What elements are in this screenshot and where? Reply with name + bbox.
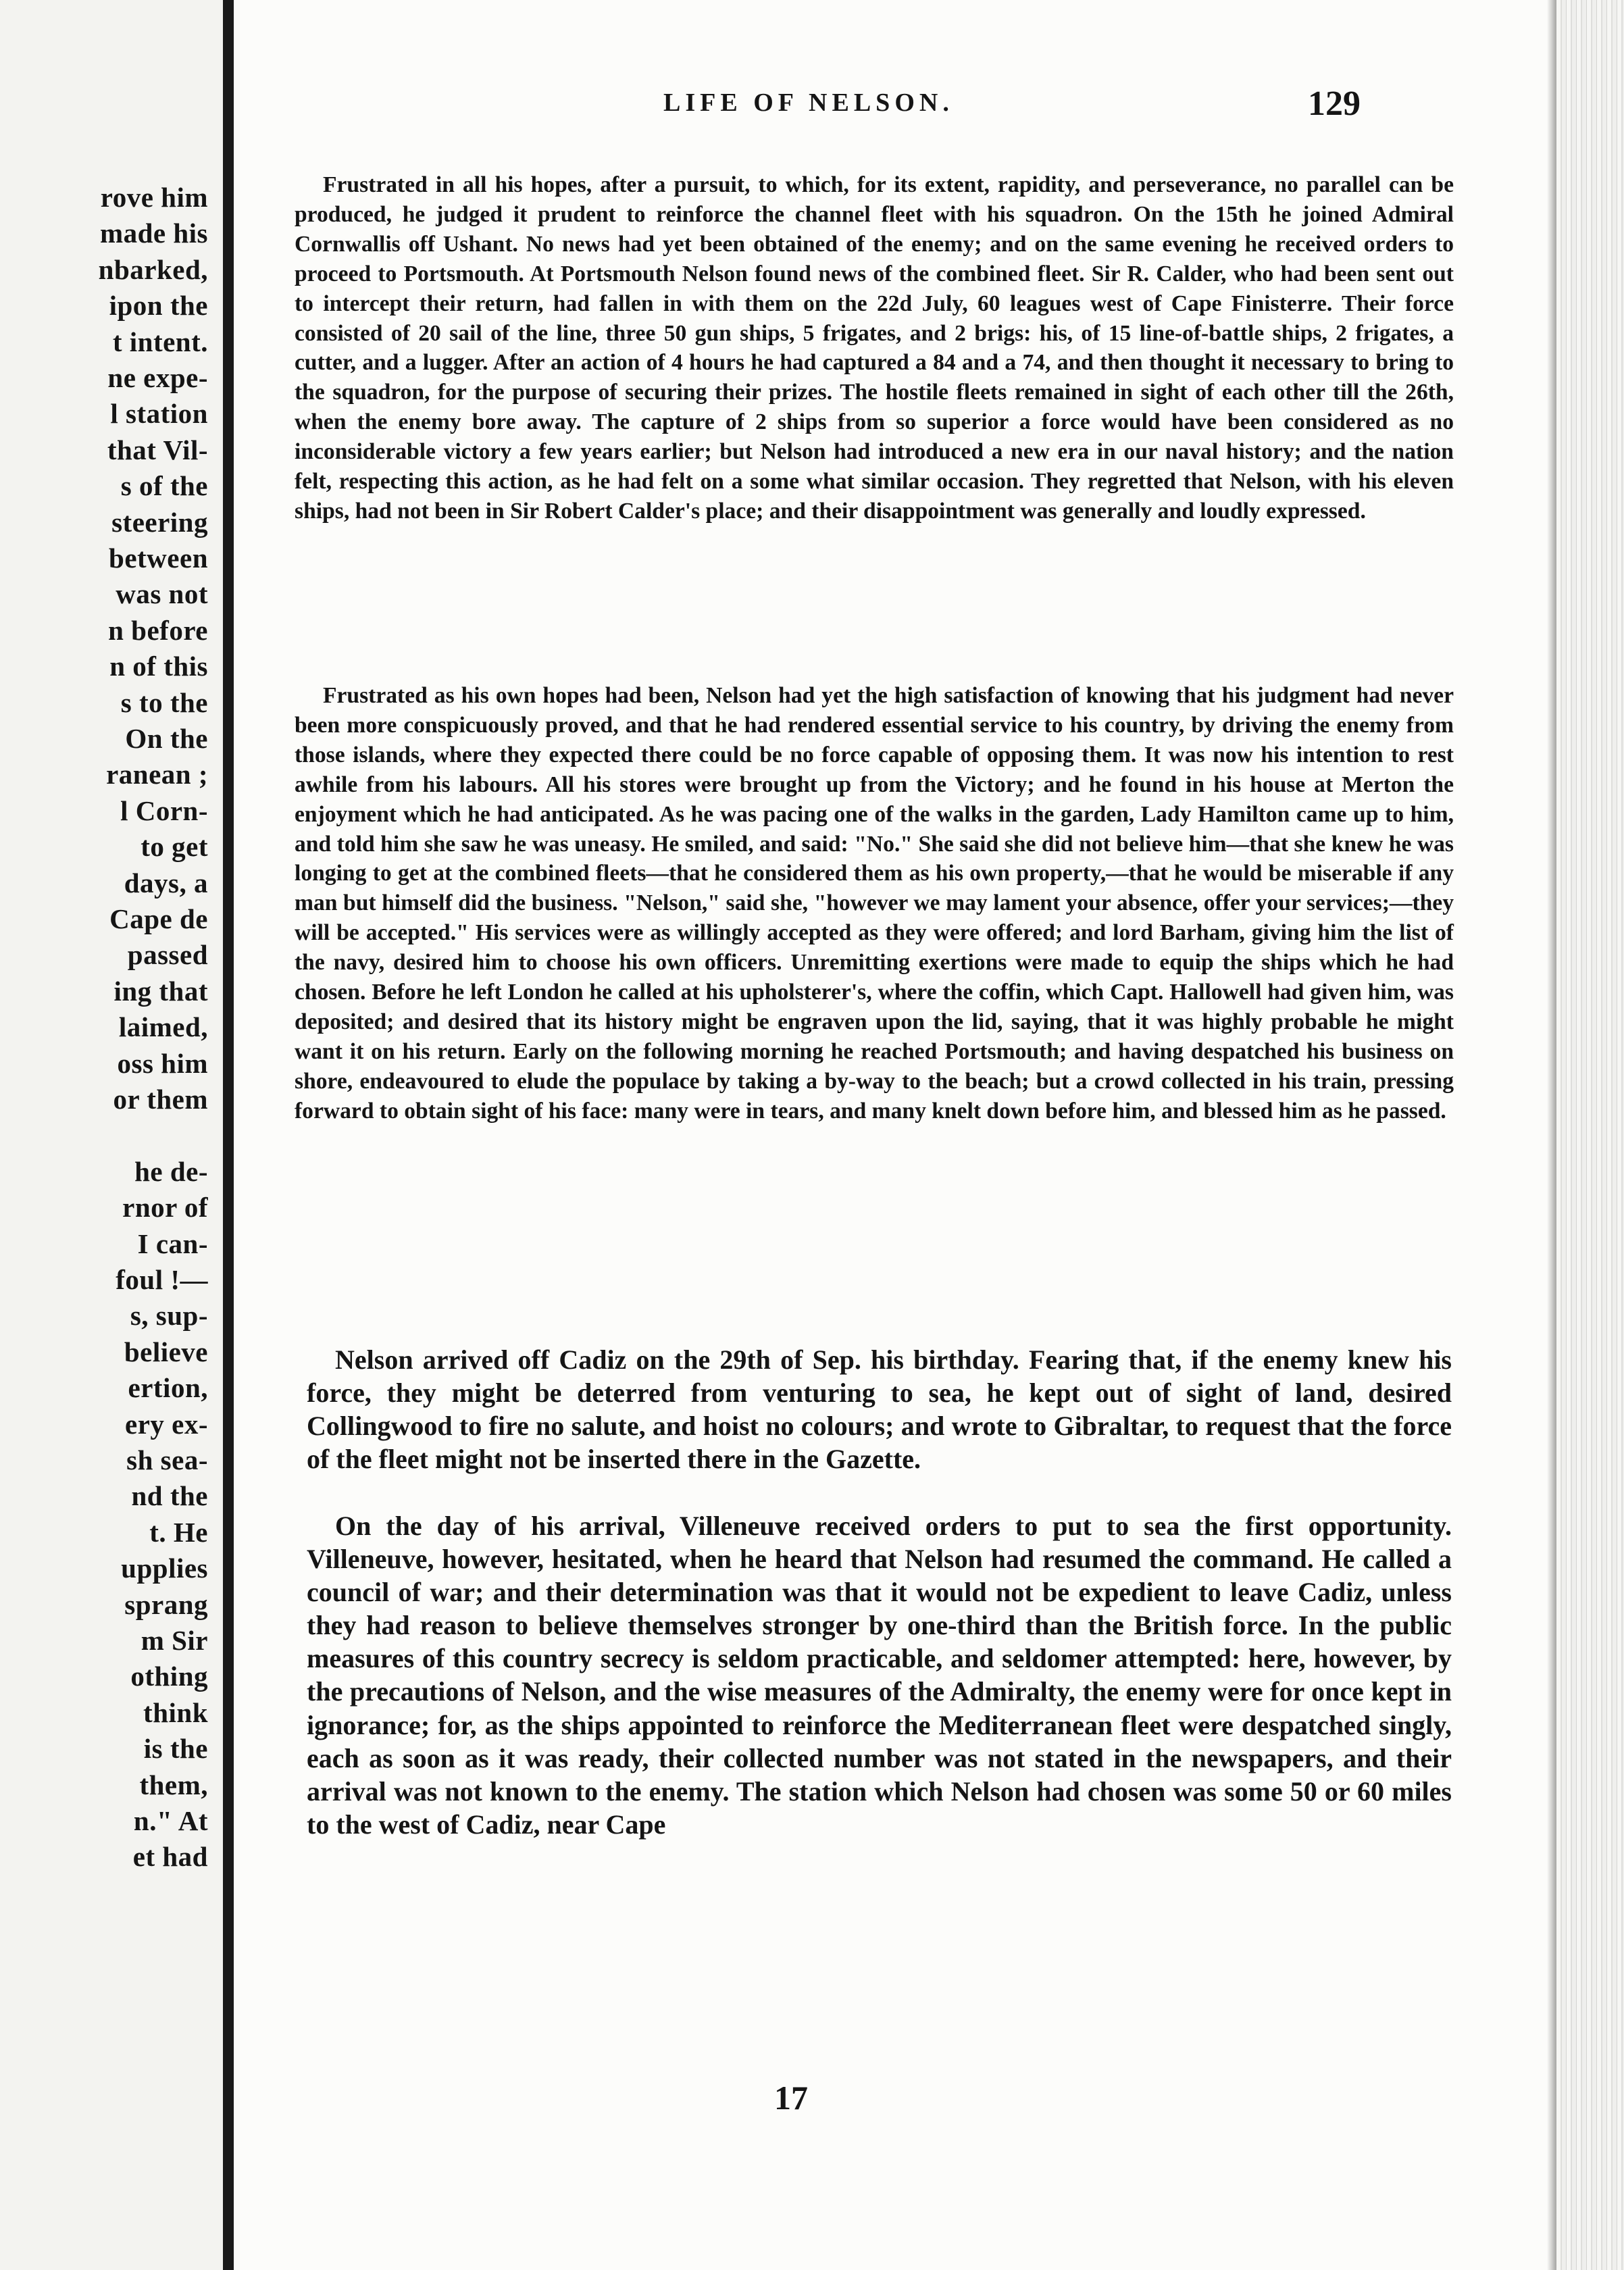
paragraph-calder-action: Frustrated in all his hopes, after a pursuit, to which, for its extent, rapidity, and perseverance, no parallel can be produced, he judged it prudent to reinforce the channel fleet with his squadron. On the 15th he joined Admiral Cornwallis off Ushant. No news had yet been obtained of the enemy; and on the same evening he received orders to proceed to Portsmouth. At Portsmouth Nelson found news of the combined fleet. Sir R. Calder, who had been sent out to intercept their return, had fallen in with them on the 22d July, 60 leagues west of Cape Finisterre. Their force consisted of 20 sail of the line, three 50 gun ships, 5 frigates, and 2 brigs: his, of 15 line-of-battle ships, 2 frigates, a cutter, and a lugger. After an action of 4 hours he had captured a 84 and a 74, and then thought it necessary to bring to the squadron, for the purpose of securing their prizes. The hostile fleets remained in sight of each other till the 26th, when the enemy bore away. The capture of 2 ships from so superior a force would have been considered as no inconsiderable victory a few years earlier; but Nelson had introduced a new era in our naval history; and the nation felt, respecting this action, as he had felt on a some what similar occasion. They regretted that Nelson, with his eleven ships, had not been in Sir Robert Calder's place; and their disappointment was generally and loudly expressed. [295, 172, 1454, 524]
paragraph-villeneuve-council: On the day of his arrival, Villeneuve received orders to put to sea the first opportunity. Villeneuve, however, hesitated, when he heard that Nelson had resumed the command. He called a council of war; and their determination was that it would not be expedient to leave Cadiz, unless they had reason to believe themselves stronger by one-third than the British force. In the public measures of this country secrecy is seldom practicable, and seldomer attempted: here, however, by the precautions of Nelson, and the wise measures of the Admiralty, the enemy were for once kept in ignorance; for, as the ships appointed to reinforce the Mediterranean fleet were despatched singly, each as soon as it was ready, their collected number was not stated in the newspapers, and their arrival was not known to the enemy. The station which Nelson had chosen was some 50 or 60 miles to the west of Cadiz, near Cape [307, 1511, 1452, 1840]
running-title: LIFE OF NELSON. [663, 89, 954, 117]
facing-page-line: On the [125, 723, 208, 754]
facing-page-line: ipon the [109, 290, 208, 322]
facing-page-line: rnor of [122, 1192, 208, 1224]
facing-page-line: t. He [149, 1516, 208, 1548]
facing-page-line: believe [124, 1336, 208, 1367]
facing-page-line: steering [111, 506, 208, 538]
facing-page-line: et had [132, 1841, 208, 1873]
facing-page-line: ery ex- [125, 1408, 208, 1440]
book-page-edges [1556, 0, 1624, 2270]
facing-page-line: m Sir [141, 1625, 208, 1656]
facing-page-line: he de- [134, 1155, 208, 1187]
facing-page-line: think [143, 1696, 208, 1728]
page-number: 129 [1308, 84, 1361, 123]
facing-page-line: l Corn- [120, 794, 208, 826]
facing-page-line: nbarked, [98, 253, 208, 285]
facing-page-line: s to the [120, 686, 208, 718]
signature-mark: 17 [774, 2079, 808, 2117]
facing-page-line: rove him [100, 182, 208, 213]
facing-page-line: t intent. [112, 326, 208, 357]
facing-page-fragment [0, 0, 223, 2270]
facing-page-line: ne expe- [107, 362, 208, 393]
facing-page-line: ertion, [128, 1372, 208, 1404]
facing-page-line: n before [108, 614, 208, 646]
facing-page-line: that Vil- [107, 434, 208, 465]
facing-page-line: n of this [109, 651, 208, 682]
book-gutter [223, 0, 234, 2270]
facing-page-line: ing that [113, 975, 208, 1007]
facing-page-line: days, a [124, 867, 208, 899]
facing-page-line: laimed, [118, 1011, 208, 1043]
facing-page-line: passed [127, 939, 208, 971]
facing-page-line: to get [141, 831, 208, 863]
facing-page-line: I can- [137, 1228, 208, 1259]
facing-page-line: s of the [120, 470, 208, 502]
facing-page-line: oss him [117, 1047, 208, 1079]
facing-page-line: sprang [124, 1588, 208, 1620]
facing-page-line: sh sea- [126, 1444, 208, 1476]
facing-page-line: othing [130, 1661, 208, 1692]
facing-page-line: s, sup- [130, 1300, 208, 1332]
facing-page-line: l station [110, 398, 208, 430]
facing-page-line: was not [116, 578, 208, 610]
facing-page-line: ranean ; [106, 759, 208, 790]
page-edge-shadow [1547, 0, 1556, 2270]
facing-page-line: between [109, 543, 208, 574]
facing-page-line: is the [143, 1733, 208, 1765]
facing-page-line: nd the [131, 1480, 208, 1512]
facing-page-line: foul !— [116, 1264, 208, 1295]
facing-page-line: them, [139, 1769, 208, 1800]
facing-page-line: or them [113, 1084, 208, 1115]
paragraph-merton-departure: Frustrated as his own hopes had been, Nelson had yet the high satisfaction of knowing that his judgment had never been more conspicuously proved, and that he had rendered essential service to his country, by driving the enemy from those islands, where they expected there could be no force capable of opposing them. It was now his intention to rest awhile from his labours. All his stores were brought up from the Victory; and he found in his house at Merton the enjoyment which he had anticipated. As he was pacing one of the walks in the garden, Lady Hamilton came up to him, and told him she saw he was uneasy. He smiled, and said: "No." She said she did not believe him—that she knew he was longing to get at the combined fleets—that he considered them as his own property,—that he would be miserable if any man but himself did the business. "Nelson," said she, "however we may lament your absence, offer your services;—they will be accepted." His services were as willingly accepted as they were offered; and lord Barham, giving him the list of the navy, desired him to choose his own officers. Unremitting exertions were made to equip the ships which he had chosen. Before he left London he called at his upholsterer's, where the coffin, which Capt. Hallowell had given him, was deposited; and desired that its history might be engraven upon the lid, saying, that it was highly probable he might want it on his return. Early on the following morning he reached Portsmouth; and having despatched his business on shore, endeavoured to elude the populace by taking a by-way to the beach; but a crowd collected in his train, pressing forward to obtain sight of his face: many were in tears, and many knelt down before him, and blessed him as he passed. [295, 683, 1454, 1124]
facing-page-line: upplies [121, 1553, 208, 1584]
paragraph-arrival-cadiz: Nelson arrived off Cadiz on the 29th of Sep. his birthday. Fearing that, if the enemy knew his force, they might be deterred from venturing to sea, he kept out of sight of land, desired Collingwood to fire no salute, and hoist no colours; and wrote to Gibraltar, to request that the force of the fleet might not be inserted there in the Gazette. [307, 1344, 1452, 1475]
facing-page-line: Cape de [109, 903, 208, 934]
facing-page-line: made his [99, 218, 208, 249]
book-page [234, 0, 1556, 2270]
facing-page-line: n." At [133, 1805, 208, 1836]
